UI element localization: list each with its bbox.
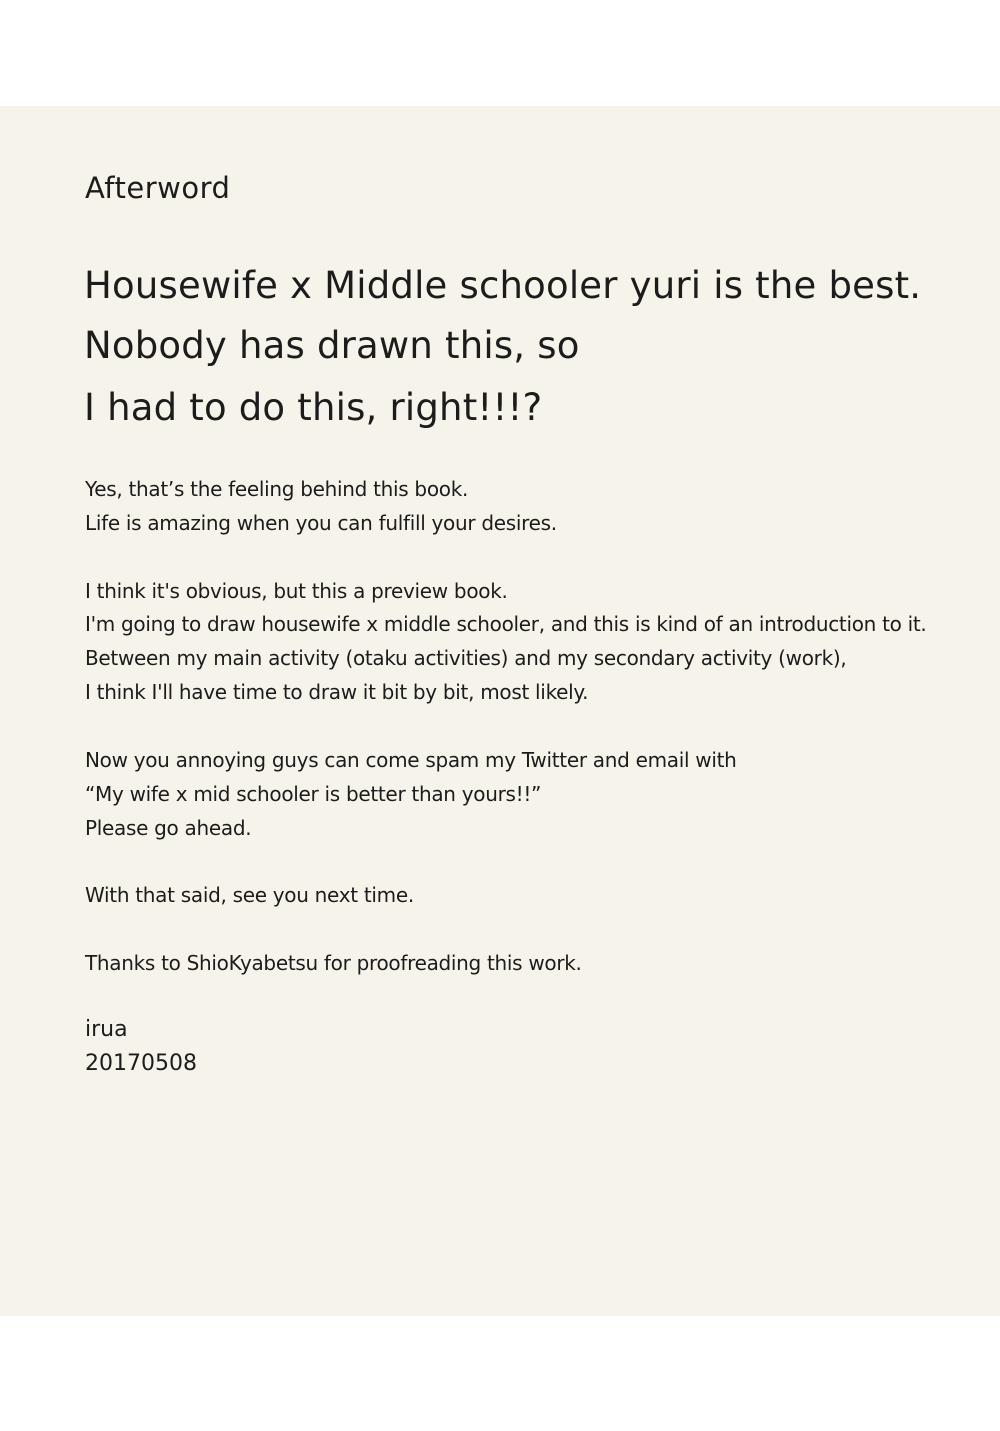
paragraph-line: Thanks to ShioKyabetsu for proofreading this work. — [85, 951, 582, 975]
page-title: Afterword — [85, 171, 231, 205]
paragraph-line: “My wife x mid schooler is better than yours!!” — [85, 782, 542, 806]
signature-author: irua — [85, 1017, 128, 1042]
paragraph-line: I'm going to draw housewife x middle schooler, and this is kind of an introduction to it. — [85, 612, 927, 636]
paragraph-line: Please go ahead. — [85, 816, 252, 840]
headline-line-2: Nobody has drawn this, so — [84, 324, 580, 367]
paragraph-line: Now you annoying guys can come spam my Twitter and email with — [85, 748, 737, 772]
paragraph-line: Yes, that’s the feeling behind this book. — [85, 477, 469, 501]
paragraph-line: Between my main activity (otaku activities) and my secondary activity (work), — [85, 646, 847, 670]
paragraph-line: Life is amazing when you can fulfill your desires. — [85, 511, 557, 535]
paragraph-line: I think it's obvious, but this a preview book. — [85, 579, 508, 603]
paragraph-line: I think I'll have time to draw it bit by bit, most likely. — [85, 680, 589, 704]
paragraph-line: With that said, see you next time. — [85, 883, 414, 907]
headline-line-1: Housewife x Middle schooler yuri is the best. — [84, 264, 922, 307]
signature-date: 20170508 — [85, 1051, 197, 1076]
headline-line-3: I had to do this, right!!!? — [84, 386, 543, 429]
